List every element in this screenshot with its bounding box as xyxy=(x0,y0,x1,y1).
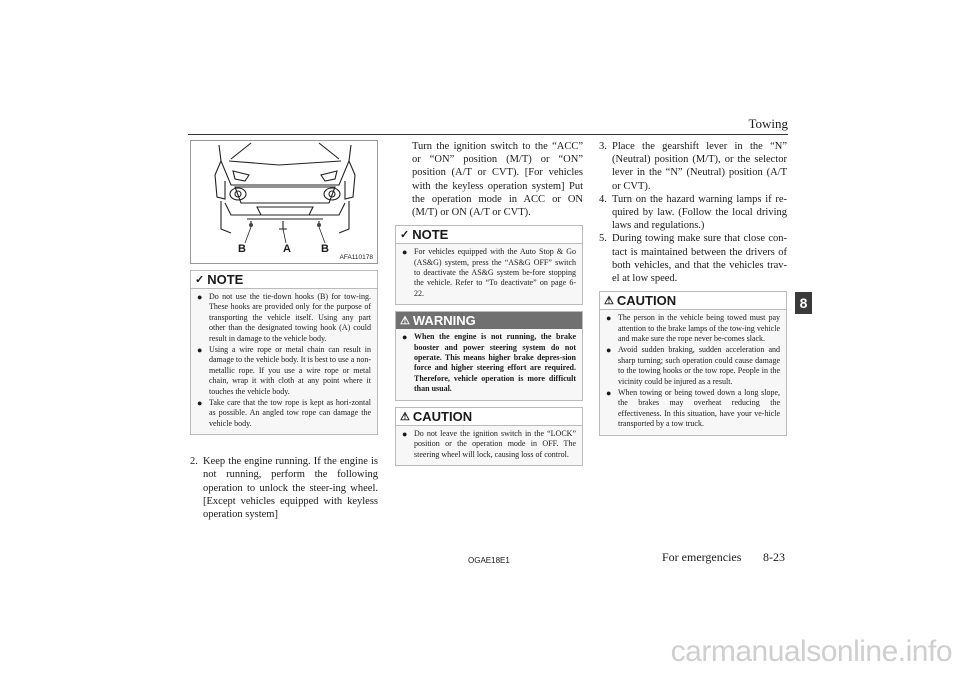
bullet-icon: ● xyxy=(197,292,203,302)
caution-box-towing xyxy=(599,291,787,435)
caution-triangle-icon: ⚠ xyxy=(400,410,410,423)
column-left xyxy=(190,140,378,521)
page-header-title: Towing xyxy=(748,116,788,131)
footer-section-title: For emergencies xyxy=(662,550,742,564)
caution-header xyxy=(600,292,786,310)
bullet-icon: ● xyxy=(402,247,408,258)
bullet-icon: ● xyxy=(402,428,408,439)
bullet-icon: ● xyxy=(197,398,203,409)
note-box-asg xyxy=(395,225,583,305)
document-code: OGAE18E1 xyxy=(468,556,510,565)
caution-triangle-icon: ⚠ xyxy=(604,295,614,308)
bullet-icon: ● xyxy=(606,313,612,324)
list-item: ● Do not leave the ignition switch in the “LOCK” position or the operation mode in OFF. The steering wheel will lock, causing loss of control. xyxy=(402,428,576,459)
warning-heading: WARNING xyxy=(412,313,476,329)
caution-box-ignition xyxy=(395,407,583,466)
bullet-icon: ● xyxy=(197,345,203,356)
list-item: ● When the engine is not running, the brake booster and power steering system do not operate. This means higher brake depres-sion force and higher steering effort are required. Therefore, vehicle operation is more difficult than usual. xyxy=(402,332,576,394)
column-middle xyxy=(395,140,583,466)
towing-hook-figure xyxy=(190,140,378,264)
figure-label-a: A xyxy=(283,243,291,255)
list-item: ● When towing or being towed down a long slope, the brakes may overheat reducing the effectiveness. In this situation, have your ve-hicle transported by a tow truck. xyxy=(606,388,780,429)
note-header xyxy=(191,271,377,289)
list-item: ● For vehicles equipped with the Auto Stop & Go (AS&G) system, press the “AS&G OFF” switch to deactivate the AS&G system be-fore stopping the vehicle. Refer to “To deactivate” on page 6-22. xyxy=(402,247,576,298)
header-rule xyxy=(188,134,788,135)
step-2: 2. Keep the engine running. If the engine is not running, perform the following operation to unlock the steer-ing wheel. [Except vehicles equipped with keyless operation system] xyxy=(190,456,378,521)
page-number: 8-23 xyxy=(763,550,785,564)
note-box-tie-down xyxy=(190,270,378,435)
column-right xyxy=(599,140,787,436)
note-check-icon: ✓ xyxy=(195,274,205,286)
bullet-icon: ● xyxy=(402,332,408,343)
bullet-icon: ● xyxy=(606,345,612,356)
step-3: 3. Place the gearshift lever in the “N” (Neutral) position (M/T), or the selector lever in the “N” (Neutral) position (A/T or CVT). xyxy=(599,141,787,192)
warning-triangle-icon: ⚠ xyxy=(400,315,410,328)
list-item: ● Do not use the tie-down hooks (B) for tow-ing. These hooks are provided only for the purpose of transporting the vehicle itself. Using any part other than the designated towing hook (A) could result in damage to the vehicle body. xyxy=(197,292,371,343)
step-5: 5. During towing make sure that close con-tact is maintained between the drivers of both vehicles, and that the vehicles trav-el at low speed. xyxy=(599,233,787,285)
warning-box xyxy=(395,311,583,400)
chapter-tab: 8 xyxy=(795,292,812,314)
caution-header xyxy=(396,408,582,426)
caution-heading: CAUTION xyxy=(412,408,473,424)
caution-heading: CAUTION xyxy=(616,293,677,309)
bullet-icon: ● xyxy=(606,388,612,399)
list-item: ● Take care that the tow rope is kept as hori-zontal as possible. An angled tow rope can damage the vehicle body. xyxy=(197,398,371,428)
figure-code: AFA110178 xyxy=(339,254,373,261)
note-heading: NOTE xyxy=(207,272,244,287)
ignition-instructions: Turn the ignition switch to the “ACC” or “ON” position (M/T) or “ON” position (A/T or CVT). [For vehicles with the keyless operation system] Put the operation mode in ACC or ON (M/T) or ON (A/T or CVT). xyxy=(412,141,583,219)
note-header xyxy=(396,226,582,244)
note-check-icon: ✓ xyxy=(400,229,410,242)
note-heading: NOTE xyxy=(412,227,449,243)
list-item: ● The person in the vehicle being towed must pay attention to the brake lamps of the tow-ing vehicle and make sure the rope never be-comes slack. xyxy=(606,313,780,344)
warning-header xyxy=(396,312,582,329)
watermark: carmanualsonline.info xyxy=(670,635,952,668)
list-item: ● Using a wire rope or metal chain can result in damage to the vehicle body. It is best to use a non-metallic rope. If you use a wire rope or metal chain, wrap it with cloth at any point where it touches the vehicle body. xyxy=(197,345,371,396)
list-item: ● Avoid sudden braking, sudden acceleration and sharp turning; such operation could cause damage to the towing hooks or the tow rope. People in the vicinity could be injured as a result. xyxy=(606,345,780,386)
figure-label-b-left: B xyxy=(238,243,246,255)
step-4: 4. Turn on the hazard warning lamps if re-quired by law. (Follow the local driving laws and regulations.) xyxy=(599,193,787,232)
figure-label-b-right: B xyxy=(321,243,329,255)
